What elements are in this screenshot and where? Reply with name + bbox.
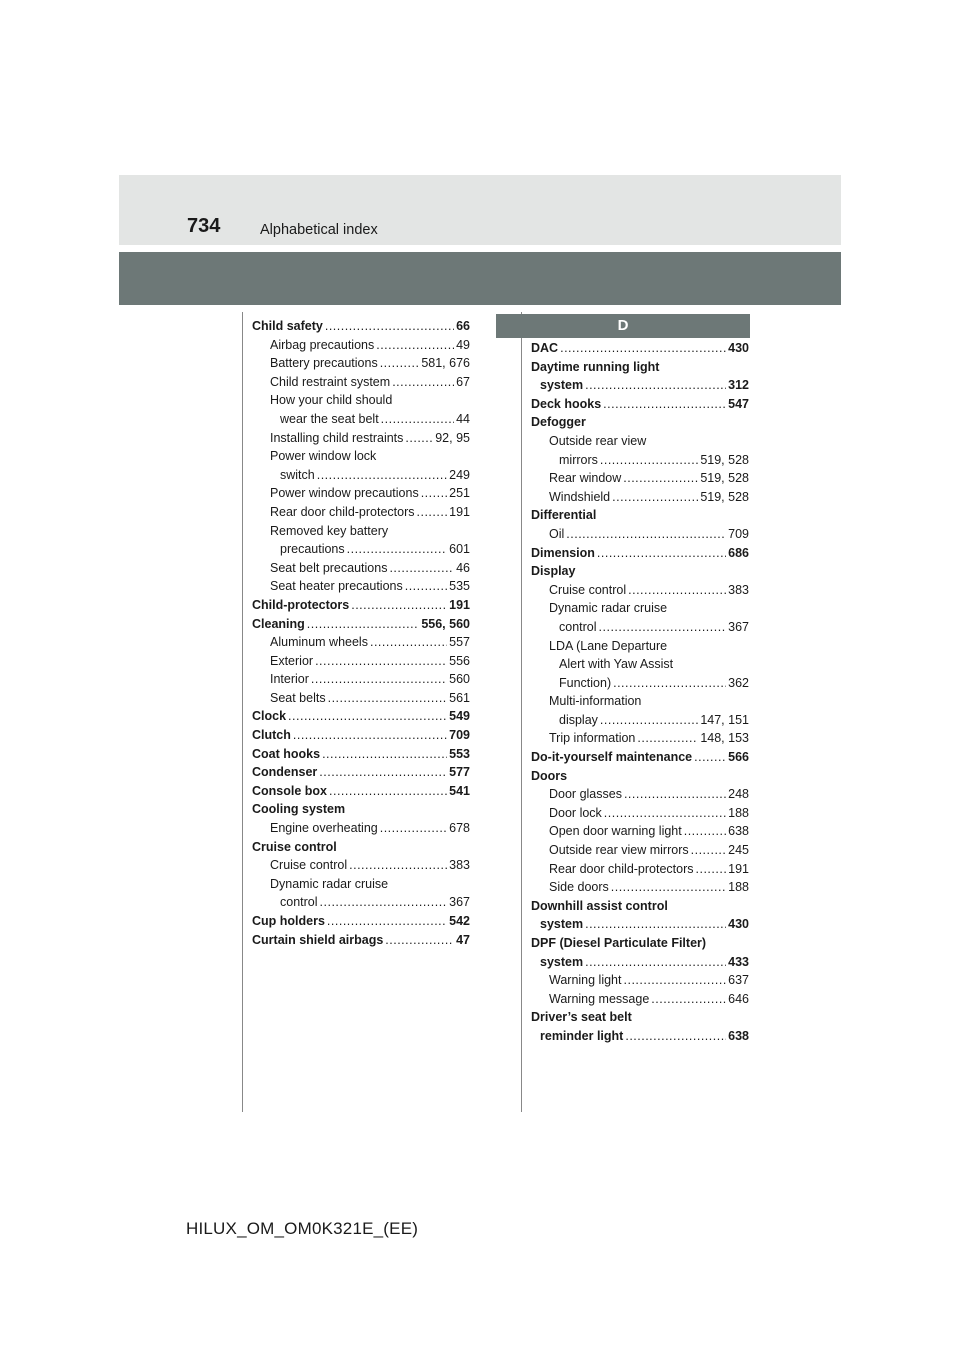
index-entry-term: Warning message — [549, 991, 650, 1006]
index-entry-page: 601 — [449, 542, 470, 557]
index-entry-term: switch — [280, 467, 315, 482]
index-entry — [252, 447, 470, 466]
index-entry — [531, 525, 749, 544]
index-entry-term: DPF (Diesel Particulate Filter) — [531, 936, 707, 950]
index-entry-page: 147, 151 — [700, 712, 749, 727]
index-entry — [531, 841, 749, 860]
index-entry — [252, 652, 470, 671]
header-band — [119, 175, 841, 245]
index-entry-term: Child-protectors — [252, 597, 350, 612]
index-entry-term: wear the seat belt — [280, 411, 379, 426]
leader-dots — [624, 971, 727, 990]
index-entry-page: 709 — [728, 526, 749, 541]
leader-dots — [389, 559, 454, 578]
index-entry-page: 383 — [449, 858, 470, 873]
index-entry-term: Installing child restraints — [270, 430, 404, 445]
index-entry-term: How your child should — [270, 393, 393, 408]
leader-dots — [612, 488, 698, 507]
leader-dots — [385, 931, 454, 950]
index-entry — [252, 577, 470, 596]
index-entry-page: 519, 528 — [700, 471, 749, 486]
index-entry — [531, 618, 749, 637]
index-entry-term: Dynamic radar cruise — [270, 876, 389, 891]
index-entry-term: Cup holders — [252, 914, 325, 928]
index-entry-term: Side doors — [549, 880, 609, 895]
leader-dots — [694, 748, 726, 767]
index-entry-term: Child restraint system — [270, 374, 391, 389]
index-entry — [531, 804, 749, 823]
leader-dots — [349, 856, 447, 875]
index-entry — [531, 878, 749, 897]
leader-dots — [600, 711, 698, 730]
index-entry-term: Deck hooks — [531, 396, 602, 411]
index-entry-term: Cruise control — [270, 858, 348, 873]
index-entry — [531, 469, 749, 488]
index-entry-term: Condenser — [252, 765, 318, 780]
index-entry-page: 188 — [728, 880, 749, 895]
index-entry — [252, 689, 470, 708]
index-entry — [531, 599, 749, 618]
index-entry — [252, 466, 470, 485]
leader-dots — [585, 915, 726, 934]
index-entry-page: 556 — [449, 653, 470, 668]
index-entry-term: Engine overheating — [270, 821, 378, 836]
index-entry — [252, 559, 470, 578]
index-entry — [531, 413, 749, 432]
index-entry — [531, 711, 749, 730]
index-entry — [531, 544, 749, 563]
index-entry — [531, 692, 749, 711]
index-entry-page: 148, 153 — [700, 731, 749, 746]
index-entry-term: Doors — [531, 768, 568, 783]
index-entry-page: 430 — [728, 917, 749, 932]
leader-dots — [351, 596, 447, 615]
header-dark-band — [119, 252, 841, 305]
index-entry — [531, 729, 749, 748]
leader-dots — [307, 615, 420, 634]
index-entry — [252, 317, 470, 336]
index-entry-term: Clutch — [252, 728, 291, 743]
section-letter-bar: D — [496, 314, 750, 338]
leader-dots — [628, 581, 726, 600]
index-entry-page: 383 — [728, 582, 749, 597]
index-entry — [252, 429, 470, 448]
index-entry-term: Seat belt precautions — [270, 560, 388, 575]
leader-dots — [288, 707, 447, 726]
index-entry — [531, 934, 749, 953]
index-entry — [252, 800, 470, 819]
index-entry — [531, 637, 749, 656]
index-entry-term: Console box — [252, 783, 328, 798]
leader-dots — [317, 466, 447, 485]
index-entry-page: 433 — [728, 954, 749, 969]
leader-dots — [637, 729, 698, 748]
index-entry-term: Dynamic radar cruise — [549, 601, 668, 616]
index-entry — [531, 562, 749, 581]
index-entry-term: Power window lock — [270, 449, 377, 464]
index-entry-term: control — [559, 619, 597, 634]
leader-dots — [417, 503, 448, 522]
index-entry-term: control — [280, 895, 318, 910]
index-entry-page: 519, 528 — [700, 452, 749, 467]
index-entry — [252, 615, 470, 634]
index-entry — [531, 990, 749, 1009]
index-entry-term: Alert with Yaw Assist — [559, 657, 674, 672]
index-entry-term: Trip information — [549, 731, 636, 746]
index-entry-page: 191 — [449, 504, 470, 519]
leader-dots — [599, 618, 727, 637]
index-entry — [531, 358, 749, 377]
index-entry-page: 367 — [449, 895, 470, 910]
index-entry — [252, 633, 470, 652]
index-entry-term: DAC — [531, 341, 559, 355]
right-column-divider — [521, 312, 522, 1112]
index-entry-term: Multi-information — [549, 694, 642, 709]
index-entry — [531, 395, 749, 414]
index-entry-page: 191 — [449, 597, 470, 612]
index-entry-page: 547 — [728, 396, 749, 411]
index-entry — [531, 953, 749, 972]
index-entry-page: 561 — [449, 690, 470, 705]
index-entry-page: 577 — [449, 765, 470, 780]
index-entry-term: Interior — [270, 672, 309, 687]
index-entry — [252, 707, 470, 726]
leader-dots — [347, 540, 448, 559]
index-entry — [531, 581, 749, 600]
index-entry-term: Seat heater precautions — [270, 579, 403, 594]
index-entry — [252, 838, 470, 857]
index-entry — [252, 670, 470, 689]
index-column-right — [531, 339, 749, 1046]
index-entry — [252, 856, 470, 875]
index-entry-page: 581, 676 — [421, 356, 470, 371]
index-entry-page: 191 — [728, 861, 749, 876]
index-entry-term: precautions — [280, 542, 345, 557]
index-entry — [531, 376, 749, 395]
index-entry-term: Aluminum wheels — [270, 635, 368, 650]
index-entry-term: Warning light — [549, 973, 622, 988]
index-entry — [252, 336, 470, 355]
index-entry-page: 519, 528 — [700, 489, 749, 504]
index-entry — [531, 506, 749, 525]
index-entry — [252, 782, 470, 801]
index-entry — [531, 655, 749, 674]
index-entry-term: Dimension — [531, 545, 595, 560]
index-entry — [531, 674, 749, 693]
index-entry — [252, 931, 470, 950]
index-entry — [252, 503, 470, 522]
index-entry-term: Driver’s seat belt — [531, 1010, 632, 1025]
index-entry-term: display — [559, 712, 598, 727]
index-entry-term: Rear door child-protectors — [270, 504, 415, 519]
page-number: 734 — [187, 215, 221, 237]
index-entry-page: 549 — [449, 709, 470, 724]
index-entry-term: Daytime running light — [531, 359, 660, 374]
index-entry-term: Door glasses — [549, 787, 622, 802]
index-entry — [531, 822, 749, 841]
index-entry-term: Windshield — [549, 489, 611, 504]
index-entry-term: Removed key battery — [270, 523, 389, 538]
leader-dots — [691, 841, 727, 860]
index-entry-page: 542 — [449, 914, 470, 928]
index-entry — [531, 915, 749, 934]
index-entry-page: 367 — [728, 619, 749, 634]
index-entry-page: 46 — [456, 560, 470, 575]
left-column-divider — [242, 312, 243, 1112]
leader-dots — [560, 339, 726, 358]
index-entry-term: Oil — [549, 526, 565, 541]
index-entry-term: mirrors — [559, 452, 598, 467]
index-entry — [531, 748, 749, 767]
index-entry-page: 249 — [449, 467, 470, 482]
index-entry-term: Defogger — [531, 415, 586, 430]
leader-dots — [325, 317, 454, 336]
index-entry-term: Cruise control — [252, 839, 337, 854]
index-entry — [252, 391, 470, 410]
leader-dots — [328, 689, 448, 708]
leader-dots — [405, 577, 447, 596]
index-entry — [252, 373, 470, 392]
leader-dots — [604, 804, 726, 823]
index-entry — [252, 912, 470, 931]
index-entry — [252, 875, 470, 894]
index-entry-page: 47 — [456, 932, 470, 947]
document-footer-code: HILUX_OM_OM0K321E_(EE) — [186, 1219, 419, 1238]
index-entry — [252, 893, 470, 912]
index-entry-page: 251 — [449, 486, 470, 501]
index-entry — [531, 451, 749, 470]
index-entry-term: Differential — [531, 508, 597, 523]
index-entry-page: 188 — [728, 805, 749, 820]
index-entry — [531, 785, 749, 804]
index-entry-term: Door lock — [549, 805, 602, 820]
index-entry — [531, 767, 749, 786]
index-entry — [252, 596, 470, 615]
index-entry-term: Airbag precautions — [270, 337, 375, 352]
index-entry-term: Cleaning — [252, 616, 305, 631]
leader-dots — [405, 429, 433, 448]
index-entry-term: Do-it-yourself maintenance — [531, 750, 693, 765]
leader-dots — [651, 990, 726, 1009]
index-entry-term: Rear window — [549, 471, 622, 486]
index-entry-page: 678 — [449, 821, 470, 836]
leader-dots — [624, 785, 726, 804]
index-entry — [531, 1027, 749, 1046]
index-entry-page: 686 — [728, 545, 749, 560]
index-entry — [531, 1008, 749, 1027]
leader-dots — [585, 376, 726, 395]
index-entry — [531, 860, 749, 879]
index-entry-page: 541 — [449, 783, 470, 798]
leader-dots — [603, 395, 726, 414]
index-entry-term: Curtain shield airbags — [252, 932, 384, 947]
index-entry-term: Coat hooks — [252, 746, 321, 761]
index-entry — [531, 897, 749, 916]
index-entry-page: 44 — [456, 411, 470, 426]
index-entry-term: Battery precautions — [270, 356, 378, 371]
leader-dots — [381, 410, 454, 429]
index-entry-term: Open door warning light — [549, 824, 682, 839]
leader-dots — [327, 912, 447, 931]
leader-dots — [421, 484, 447, 503]
index-entry-page: 638 — [728, 824, 749, 839]
index-entry — [531, 432, 749, 451]
index-entry-page: 709 — [449, 728, 470, 743]
index-entry — [252, 763, 470, 782]
leader-dots — [600, 451, 698, 470]
index-entry-term: system — [540, 378, 584, 393]
index-entry-page: 566 — [728, 750, 749, 765]
index-entry-term: Exterior — [270, 653, 314, 668]
leader-dots — [322, 745, 447, 764]
index-entry — [531, 971, 749, 990]
index-entry — [252, 745, 470, 764]
index-entry-page: 67 — [456, 374, 470, 389]
index-entry-term: Outside rear view — [549, 433, 647, 448]
index-entry-term: system — [540, 917, 584, 932]
leader-dots — [319, 763, 447, 782]
index-entry-page: 92, 95 — [435, 430, 470, 445]
index-entry-term: Seat belts — [270, 690, 326, 705]
leader-dots — [392, 373, 454, 392]
index-entry-page: 535 — [449, 579, 470, 594]
index-entry-page: 362 — [728, 675, 749, 690]
leader-dots — [293, 726, 447, 745]
index-entry-term: Function) — [559, 675, 612, 690]
index-entry-page: 646 — [728, 991, 749, 1006]
index-entry — [252, 484, 470, 503]
leader-dots — [623, 469, 698, 488]
leader-dots — [370, 633, 447, 652]
leader-dots — [625, 1027, 726, 1046]
leader-dots — [613, 674, 726, 693]
index-entry — [252, 540, 470, 559]
index-entry — [252, 354, 470, 373]
index-entry-page: 556, 560 — [421, 616, 470, 631]
leader-dots — [597, 544, 726, 563]
index-entry-page: 557 — [449, 635, 470, 650]
leader-dots — [320, 893, 448, 912]
index-entry-page: 430 — [728, 341, 749, 355]
index-entry-term: LDA (Lane Departure — [549, 638, 668, 653]
leader-dots — [566, 525, 726, 544]
index-entry-term: Rear door child-protectors — [549, 861, 694, 876]
index-entry-term: Cruise control — [549, 582, 627, 597]
index-entry-term: Child safety — [252, 319, 323, 333]
index-entry-term: Cooling system — [252, 802, 346, 817]
index-column-left — [252, 317, 470, 949]
index-entry-term: Downhill assist control — [531, 898, 668, 913]
index-entry-page: 49 — [456, 337, 470, 352]
index-entry — [252, 819, 470, 838]
index-entry-page: 638 — [728, 1028, 749, 1043]
index-entry-page: 248 — [728, 787, 749, 802]
index-entry — [252, 726, 470, 745]
index-entry-term: Outside rear view mirrors — [549, 843, 689, 858]
index-entry-term: system — [540, 954, 584, 969]
index-entry-term: Power window precautions — [270, 486, 419, 501]
leader-dots — [380, 354, 420, 373]
page-title: Alphabetical index — [260, 222, 378, 238]
leader-dots — [315, 652, 447, 671]
leader-dots — [684, 822, 726, 841]
index-entry-term: reminder light — [540, 1028, 624, 1043]
leader-dots — [585, 953, 726, 972]
index-entry-page: 245 — [728, 843, 749, 858]
index-entry — [531, 339, 749, 358]
index-entry-page: 553 — [449, 746, 470, 761]
index-entry — [252, 410, 470, 429]
index-entry-term: Display — [531, 564, 576, 579]
index-entry-page: 66 — [456, 319, 470, 333]
index-entry-term: Clock — [252, 709, 287, 724]
index-entry — [252, 522, 470, 541]
index-entry-page: 560 — [449, 672, 470, 687]
index-entry-page: 312 — [728, 378, 749, 393]
leader-dots — [696, 860, 727, 879]
leader-dots — [329, 782, 447, 801]
leader-dots — [611, 878, 726, 897]
index-entry-page: 637 — [728, 973, 749, 988]
leader-dots — [376, 336, 454, 355]
leader-dots — [380, 819, 447, 838]
index-entry — [531, 488, 749, 507]
leader-dots — [311, 670, 447, 689]
